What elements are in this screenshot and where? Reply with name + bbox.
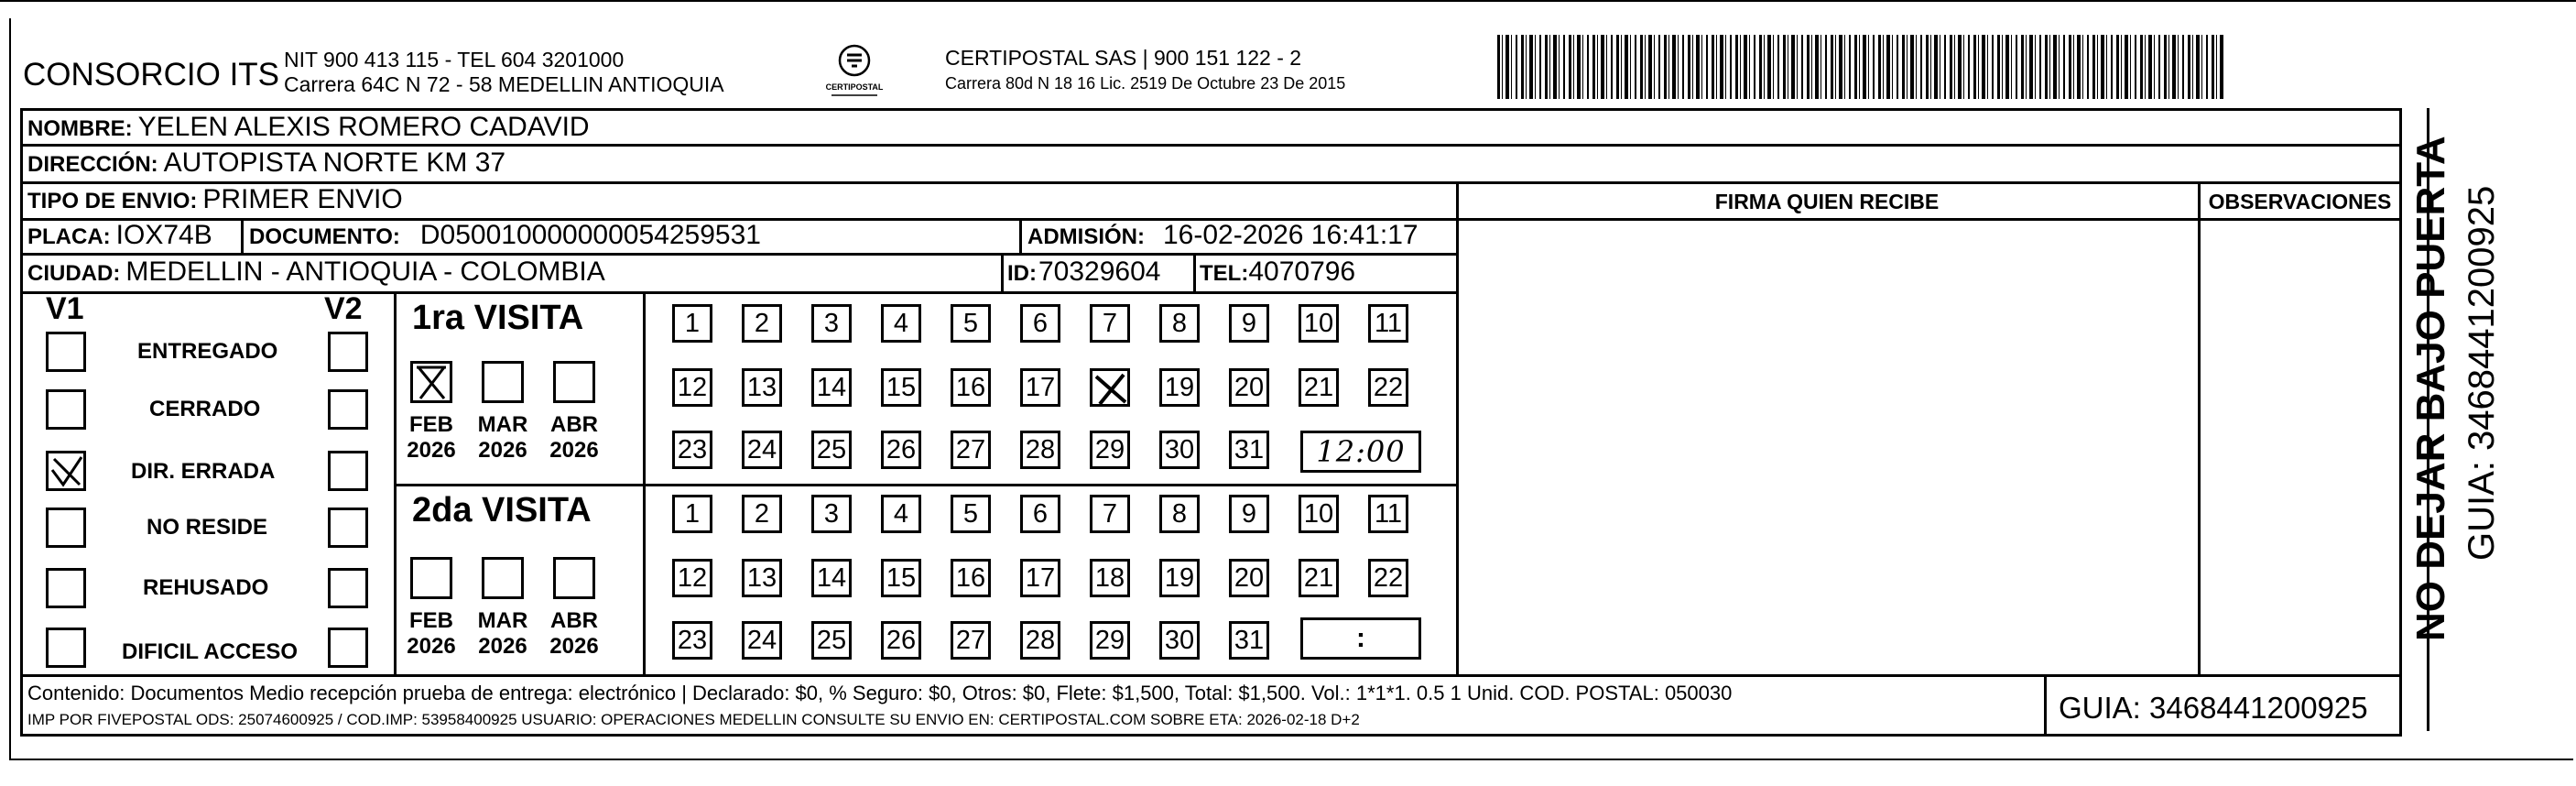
carrier-name: CERTIPOSTAL SAS | 900 151 122 - 2 <box>945 46 1302 70</box>
footer-guia: GUIA: 3468441200925 <box>2059 691 2368 725</box>
option-entregado: ENTREGADO <box>137 339 278 364</box>
tipo-value: PRIMER ENVIO <box>202 184 403 214</box>
ciudad-value: MEDELLIN - ANTIOQUIA - COLOMBIA <box>125 257 605 287</box>
tipo-row: TIPO DE ENVIO: PRIMER ENVIO <box>27 184 403 214</box>
second-month-feb-label: FEB 2026 <box>407 608 456 659</box>
first-month-feb-label: FEB 2026 <box>407 412 456 463</box>
second-visit-day-21[interactable]: 21 <box>1299 559 1339 597</box>
first-visit-day-5[interactable]: 5 <box>951 304 991 343</box>
side-warning: NO DEJAR BAJO PUERTA <box>2408 136 2453 641</box>
second-visit-day-7[interactable]: 7 <box>1090 495 1130 533</box>
first-visit-day-4[interactable]: 4 <box>881 304 921 343</box>
v1-rehusado-checkbox[interactable] <box>46 568 86 608</box>
first-visit-day-12[interactable]: 12 <box>672 368 712 407</box>
ciudad-row: CIUDAD: MEDELLIN - ANTIOQUIA - COLOMBIA <box>27 257 605 287</box>
v1-entregado-checkbox[interactable] <box>46 332 86 372</box>
first-visit-day-25[interactable]: 25 <box>811 431 852 469</box>
first-month-abr-checkbox[interactable] <box>553 361 595 403</box>
firma-header: FIRMA QUIEN RECIBE <box>1714 190 1940 213</box>
v1-header: V1 <box>46 291 84 326</box>
top-edge <box>0 0 2576 2</box>
side-guia: GUIA: 3468441200925 <box>2462 185 2502 561</box>
option-cerrado: CERRADO <box>149 397 261 421</box>
first-visit-day-11[interactable]: 11 <box>1368 304 1408 343</box>
second-visit-day-17[interactable]: 17 <box>1020 559 1060 597</box>
certipostal-logo <box>822 40 886 101</box>
first-month-feb-checkbox[interactable] <box>410 361 452 403</box>
first-visit-title: 1ra VISITA <box>412 299 584 337</box>
first-visit-day-2[interactable]: 2 <box>742 304 782 343</box>
tel-row: TEL:4070796 <box>1200 257 1356 287</box>
second-visit-day-19[interactable]: 19 <box>1159 559 1200 597</box>
first-visit-day-14[interactable]: 14 <box>811 368 852 407</box>
second-visit-day-4[interactable]: 4 <box>881 495 921 533</box>
direccion-value: AUTOPISTA NORTE KM 37 <box>163 147 506 178</box>
first-visit-day-27[interactable]: 27 <box>951 431 991 469</box>
placa-value: IOX74B <box>115 220 212 250</box>
first-visit-day-8[interactable]: 8 <box>1159 304 1200 343</box>
first-visit-day-26[interactable]: 26 <box>881 431 921 469</box>
company-address: Carrera 64C N 72 - 58 MEDELLIN ANTIOQUIA <box>284 72 724 96</box>
v1-no-reside-checkbox[interactable] <box>46 508 86 548</box>
carrier-address: Carrera 80d N 18 16 Lic. 2519 De Octubre 23 De 2015 <box>945 74 1346 93</box>
second-visit-day-8[interactable]: 8 <box>1159 495 1200 533</box>
first-month-abr-label: ABR 2026 <box>549 412 599 463</box>
v2-dir-errada-checkbox[interactable] <box>328 451 368 491</box>
option-dificil-acceso: DIFICIL ACCESO <box>122 639 299 664</box>
first-visit-day-19[interactable]: 19 <box>1159 368 1200 407</box>
second-visit-day-26[interactable]: 26 <box>881 621 921 660</box>
bottom-edge <box>9 759 2573 760</box>
second-visit-day-1[interactable]: 1 <box>672 495 712 533</box>
first-visit-day-23[interactable]: 23 <box>672 431 712 469</box>
second-visit-day-28[interactable]: 28 <box>1020 621 1060 660</box>
second-visit-day-18[interactable]: 18 <box>1090 559 1130 597</box>
first-month-mar-label: MAR 2026 <box>477 412 528 463</box>
v2-entregado-checkbox[interactable] <box>328 332 368 372</box>
second-month-abr-checkbox[interactable] <box>553 557 595 599</box>
second-visit-day-31[interactable]: 31 <box>1229 621 1269 660</box>
first-visit-day-22[interactable]: 22 <box>1368 368 1408 407</box>
left-edge <box>9 18 11 760</box>
first-visit-day-29[interactable]: 29 <box>1090 431 1130 469</box>
second-visit-day-12[interactable]: 12 <box>672 559 712 597</box>
v1-dificil-acceso-checkbox[interactable] <box>46 628 86 668</box>
first-visit-day-28[interactable]: 28 <box>1020 431 1060 469</box>
company-name: CONSORCIO ITS <box>23 57 280 93</box>
second-visit-day-29[interactable]: 29 <box>1090 621 1130 660</box>
second-visit-day-10[interactable]: 10 <box>1299 495 1339 533</box>
second-visit-day-5[interactable]: 5 <box>951 495 991 533</box>
first-visit-day-30[interactable]: 30 <box>1159 431 1200 469</box>
nombre-value: YELEN ALEXIS ROMERO CADAVID <box>137 112 590 142</box>
second-visit-day-11[interactable]: 11 <box>1368 495 1408 533</box>
second-month-abr-label: ABR 2026 <box>549 608 599 659</box>
first-visit-time-box[interactable] <box>1300 431 1421 473</box>
id-row: ID:70329604 <box>1007 257 1161 287</box>
x-mark-icon <box>1092 371 1129 406</box>
second-visit-day-6[interactable]: 6 <box>1020 495 1060 533</box>
direccion-row: DIRECCIÓN: AUTOPISTA NORTE KM 37 <box>27 147 506 178</box>
placa-row: PLACA: IOX74B <box>27 220 212 250</box>
id-value: 70329604 <box>1038 257 1161 287</box>
first-month-mar-checkbox[interactable] <box>482 361 524 403</box>
v2-dificil-acceso-checkbox[interactable] <box>328 628 368 668</box>
first-visit-day-10[interactable]: 10 <box>1299 304 1339 343</box>
second-visit-day-14[interactable]: 14 <box>811 559 852 597</box>
second-visit-day-23[interactable]: 23 <box>672 621 712 660</box>
first-visit-day-7[interactable]: 7 <box>1090 304 1130 343</box>
v2-cerrado-checkbox[interactable] <box>328 389 368 430</box>
documento-row: DOCUMENTO: D050010000000054259531 <box>249 220 761 250</box>
v1-cerrado-checkbox[interactable] <box>46 389 86 430</box>
nombre-row: NOMBRE: YELEN ALEXIS ROMERO CADAVID <box>27 112 590 142</box>
first-visit-day-20[interactable]: 20 <box>1229 368 1269 407</box>
first-visit-day-13[interactable]: 13 <box>742 368 782 407</box>
second-visit-day-13[interactable]: 13 <box>742 559 782 597</box>
second-visit-day-22[interactable]: 22 <box>1368 559 1408 597</box>
second-visit-day-24[interactable]: 24 <box>742 621 782 660</box>
v2-rehusado-checkbox[interactable] <box>328 568 368 608</box>
option-dir-errada: DIR. ERRADA <box>131 459 276 484</box>
first-visit-day-31[interactable]: 31 <box>1229 431 1269 469</box>
first-visit-day-24[interactable]: 24 <box>742 431 782 469</box>
second-visit-time-box[interactable]: : <box>1300 617 1421 660</box>
first-visit-time: 12:00 <box>1316 434 1406 469</box>
tel-value: 4070796 <box>1248 257 1356 287</box>
option-rehusado: REHUSADO <box>143 575 269 600</box>
company-nit: NIT 900 413 115 - TEL 604 3201000 <box>284 48 625 71</box>
first-visit-day-17[interactable]: 17 <box>1020 368 1060 407</box>
first-visit-day-6[interactable]: 6 <box>1020 304 1060 343</box>
first-visit-day-21[interactable]: 21 <box>1299 368 1339 407</box>
x-mark-icon <box>413 364 450 400</box>
second-month-mar-checkbox[interactable] <box>482 557 524 599</box>
second-visit-day-27[interactable]: 27 <box>951 621 991 660</box>
second-visit-title: 2da VISITA <box>412 491 592 529</box>
imp-text: IMP POR FIVEPOSTAL ODS: 25074600925 / COD.IMP: 53958400925 USUARIO: OPERACIONES MEDELLIN CONSULTE SU ENVIO EN: CERTIPOSTAL.COM SOBRE ETA: 2026-02-18 D+2 <box>27 711 1360 728</box>
v2-no-reside-checkbox[interactable] <box>328 508 368 548</box>
second-visit-day-16[interactable]: 16 <box>951 559 991 597</box>
first-visit-day-9[interactable]: 9 <box>1229 304 1269 343</box>
first-visit-day-18[interactable] <box>1090 368 1130 407</box>
second-visit-day-20[interactable]: 20 <box>1229 559 1269 597</box>
svg-text:CERTIPOSTAL: CERTIPOSTAL <box>825 82 884 92</box>
admision-row: ADMISIÓN: 16-02-2026 16:41:17 <box>1027 220 1418 250</box>
second-visit-day-30[interactable]: 30 <box>1159 621 1200 660</box>
second-visit-day-2[interactable]: 2 <box>742 495 782 533</box>
second-month-feb-checkbox[interactable] <box>410 557 452 599</box>
first-visit-day-1[interactable]: 1 <box>672 304 712 343</box>
first-visit-day-3[interactable]: 3 <box>811 304 852 343</box>
second-visit-day-25[interactable]: 25 <box>811 621 852 660</box>
second-visit-day-15[interactable]: 15 <box>881 559 921 597</box>
observaciones-header: OBSERVACIONES <box>2208 190 2392 213</box>
first-visit-day-15[interactable]: 15 <box>881 368 921 407</box>
option-no-reside: NO RESIDE <box>147 515 268 540</box>
barcode <box>1497 35 2225 99</box>
admision-value: 16-02-2026 16:41:17 <box>1163 220 1418 250</box>
contenido-text: Contenido: Documentos Medio recepción prueba de entrega: electrónico | Declarado: $0, % Seguro: $0, Otros: $0, Flete: $1,500, Total: $1,500. Vol.: 1*1*1. 0.5 1 Unid. COD. POSTAL: 050030 <box>27 682 1733 704</box>
v2-header: V2 <box>324 291 363 326</box>
check-mark-icon <box>49 453 85 490</box>
second-visit-day-3[interactable]: 3 <box>811 495 852 533</box>
documento-value: D050010000000054259531 <box>419 220 761 250</box>
second-month-mar-label: MAR 2026 <box>477 608 528 659</box>
first-visit-day-16[interactable]: 16 <box>951 368 991 407</box>
v1-dir-errada-checkbox[interactable] <box>46 451 86 491</box>
second-visit-day-9[interactable]: 9 <box>1229 495 1269 533</box>
